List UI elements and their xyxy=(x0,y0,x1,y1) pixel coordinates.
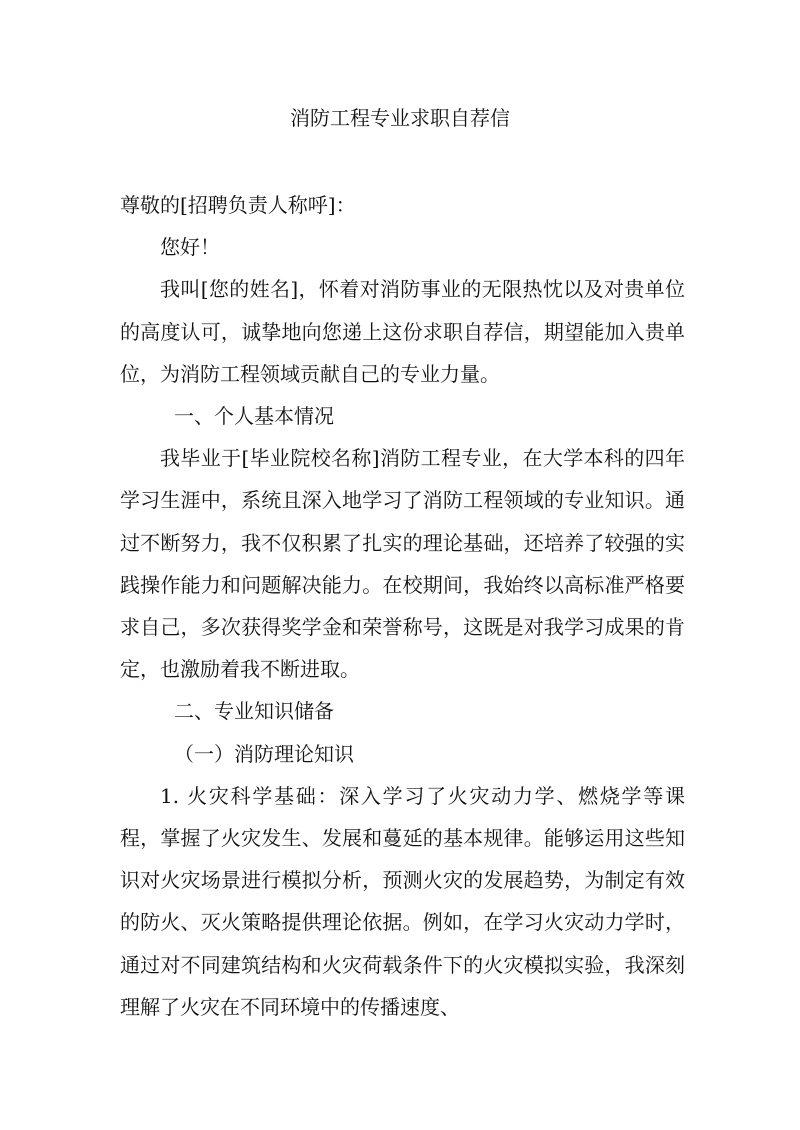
document-title: 消防工程专业求职自荐信 xyxy=(290,106,510,130)
greeting: 您好！ xyxy=(160,235,220,260)
section-heading-personal-info: 一、个人基本情况 xyxy=(174,404,334,429)
salutation: 尊敬的[招聘负责人称呼]： xyxy=(120,193,356,217)
letter-body xyxy=(120,184,685,1028)
intro-paragraph: 我叫[您的姓名]，怀着对消防事业的无限热忱以及对贵单位的高度认可，诚挚地向您递上这份求职自荐信，期望能加入贵单位，为消防工程领域贡献自己的专业力量。 xyxy=(120,277,685,386)
subsection-heading-theory: （一）消防理论知识 xyxy=(174,741,354,766)
personal-info-paragraph: 我毕业于[毕业院校名称]消防工程专业，在大学本科的四年学习生涯中，系统且深入地学习了消防工程领域的专业知识。通过不断努力，我不仅积累了扎实的理论基础，还培养了较强的实践操作能力和问题解决能力。在校期间，我始终以高标准严格要求自己，多次获得奖学金和荣誉称号，这既是对我学习成果的肯定，也激励着我不断进取。 xyxy=(120,446,685,682)
list-item-fire-science: 1. 火灾科学基础：深入学习了火灾动力学、燃烧学等课程，掌握了火灾发生、发展和蔓延的基本规律。能够运用这些知识对火灾场景进行模拟分析，预测火灾的发展趋势，为制定有效的防火、灭火策略提供理论依据。例如，在学习火灾动力学时，通过对不同建筑结构和火灾荷载条件下的火灾模拟实验，我深刻理解了火灾在不同环境中的传播速度、 xyxy=(120,783,685,1019)
section-heading-knowledge: 二、专业知识储备 xyxy=(174,699,334,724)
